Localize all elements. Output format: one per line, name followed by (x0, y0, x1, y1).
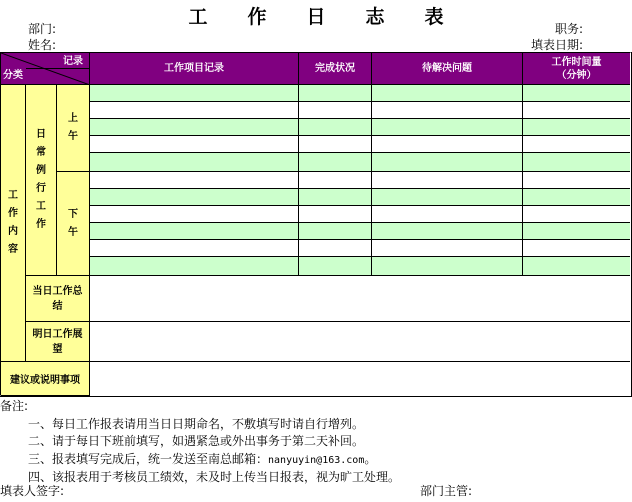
category-work-content-text: 工作内容 (8, 190, 18, 255)
table-cell[interactable] (372, 223, 523, 240)
table-cell[interactable] (372, 172, 523, 189)
col-header-time (523, 53, 630, 85)
table-cell[interactable] (299, 172, 372, 189)
notes-section (0, 398, 400, 487)
table-cell[interactable] (299, 240, 372, 257)
corner-record-label: 记录 (63, 56, 83, 67)
table-cell[interactable] (372, 153, 523, 172)
suggestion-text: 建议或说明事项 (10, 375, 80, 386)
name-label: 姓名: (28, 38, 57, 52)
title-char: 日 (306, 6, 326, 28)
table-cell[interactable] (90, 119, 299, 136)
time-header-line2: （分钟） (556, 69, 597, 81)
category-routine-text: 日常例行工作 (36, 129, 46, 230)
col-header-work-items: 工作项目记录 (90, 53, 299, 85)
table-cell[interactable] (299, 223, 372, 240)
category-routine (26, 85, 57, 276)
table-cell[interactable] (523, 189, 630, 206)
afternoon-text: 下午 (68, 208, 78, 238)
table-cell[interactable] (523, 206, 630, 223)
table-cell[interactable] (299, 119, 372, 136)
table-cell[interactable] (299, 206, 372, 223)
title-char: 工 (188, 6, 208, 28)
plan-field[interactable] (90, 322, 630, 362)
email-text: nanyuyin@163.com (268, 454, 365, 466)
time-header-line1: 工作时间量 (551, 56, 602, 68)
corner-split (26, 68, 90, 69)
filler-signature-label: 填表人签字: (0, 484, 65, 498)
table-cell[interactable] (523, 119, 630, 136)
table-cell[interactable] (90, 102, 299, 119)
table-cell[interactable] (90, 85, 299, 102)
morning-label (57, 85, 90, 172)
table-cell[interactable] (299, 85, 372, 102)
table-cell[interactable] (523, 102, 630, 119)
summary-text: 当日工作总结 (32, 285, 83, 312)
col-header-status: 完成状况 (299, 53, 372, 85)
table-cell[interactable] (372, 240, 523, 257)
note-item: 四、该报表用于考核员工绩效，未及时上传当日报表，视为旷工处理。 (28, 470, 401, 484)
table-cell[interactable] (299, 136, 372, 153)
table-cell[interactable] (523, 136, 630, 153)
table-cell[interactable] (523, 240, 630, 257)
note-item-text: 三、报表填写完成后，统一发送至南总邮箱： (28, 451, 269, 466)
table-cell[interactable] (523, 257, 630, 276)
table-cell[interactable] (90, 223, 299, 240)
table-cell[interactable] (299, 153, 372, 172)
corner-category-label: 分类 (3, 70, 23, 81)
plan-label (26, 322, 90, 362)
suggestion-label (1, 362, 90, 396)
table-cell[interactable] (523, 153, 630, 172)
worklog-table (0, 52, 632, 397)
table-cell[interactable] (90, 206, 299, 223)
afternoon-label (57, 172, 90, 276)
position-label: 职务: (555, 22, 584, 36)
table-cell[interactable] (523, 172, 630, 189)
table-cell[interactable] (372, 136, 523, 153)
suggestion-field[interactable] (90, 362, 630, 396)
table-cell[interactable] (90, 172, 299, 189)
table-cell[interactable] (299, 102, 372, 119)
note-item: 一、每日工作报表请用当日日期命名，不敷填写时请自行增列。 (28, 416, 365, 431)
fill-date-label: 填表日期: (531, 38, 584, 52)
table-cell[interactable] (90, 153, 299, 172)
table-cell[interactable] (90, 189, 299, 206)
table-cell[interactable] (372, 102, 523, 119)
table-cell[interactable] (90, 136, 299, 153)
table-cell[interactable] (299, 189, 372, 206)
table-cell[interactable] (523, 223, 630, 240)
plan-text: 明日工作展望 (32, 328, 83, 355)
corner-header (1, 53, 90, 85)
table-cell[interactable] (523, 85, 630, 102)
table-cell[interactable] (372, 206, 523, 223)
table-cell[interactable] (372, 189, 523, 206)
table-cell[interactable] (299, 257, 372, 276)
title-char: 作 (247, 6, 267, 28)
category-work-content (1, 85, 26, 362)
table-cell[interactable] (90, 257, 299, 276)
col-header-pending: 待解决问题 (372, 53, 523, 85)
summary-label (26, 276, 90, 322)
title-char: 志 (365, 6, 385, 28)
title-char: 表 (424, 6, 444, 28)
supervisor-signature-label: 部门主管: (420, 484, 473, 498)
table-cell[interactable] (90, 240, 299, 257)
notes-heading: 备注: (0, 399, 29, 413)
note-item: 二、请于每日下班前填写，如遇紧急或外出事务于第二天补回。 (28, 434, 365, 448)
summary-field[interactable] (90, 276, 630, 322)
table-cell[interactable] (372, 257, 523, 276)
note-item (0, 451, 400, 470)
page-title (0, 2, 632, 29)
table-cell[interactable] (372, 119, 523, 136)
table-cell[interactable] (372, 85, 523, 102)
note-suffix: 。 (364, 451, 377, 466)
department-label: 部门: (28, 22, 57, 36)
morning-text: 上午 (68, 113, 78, 142)
